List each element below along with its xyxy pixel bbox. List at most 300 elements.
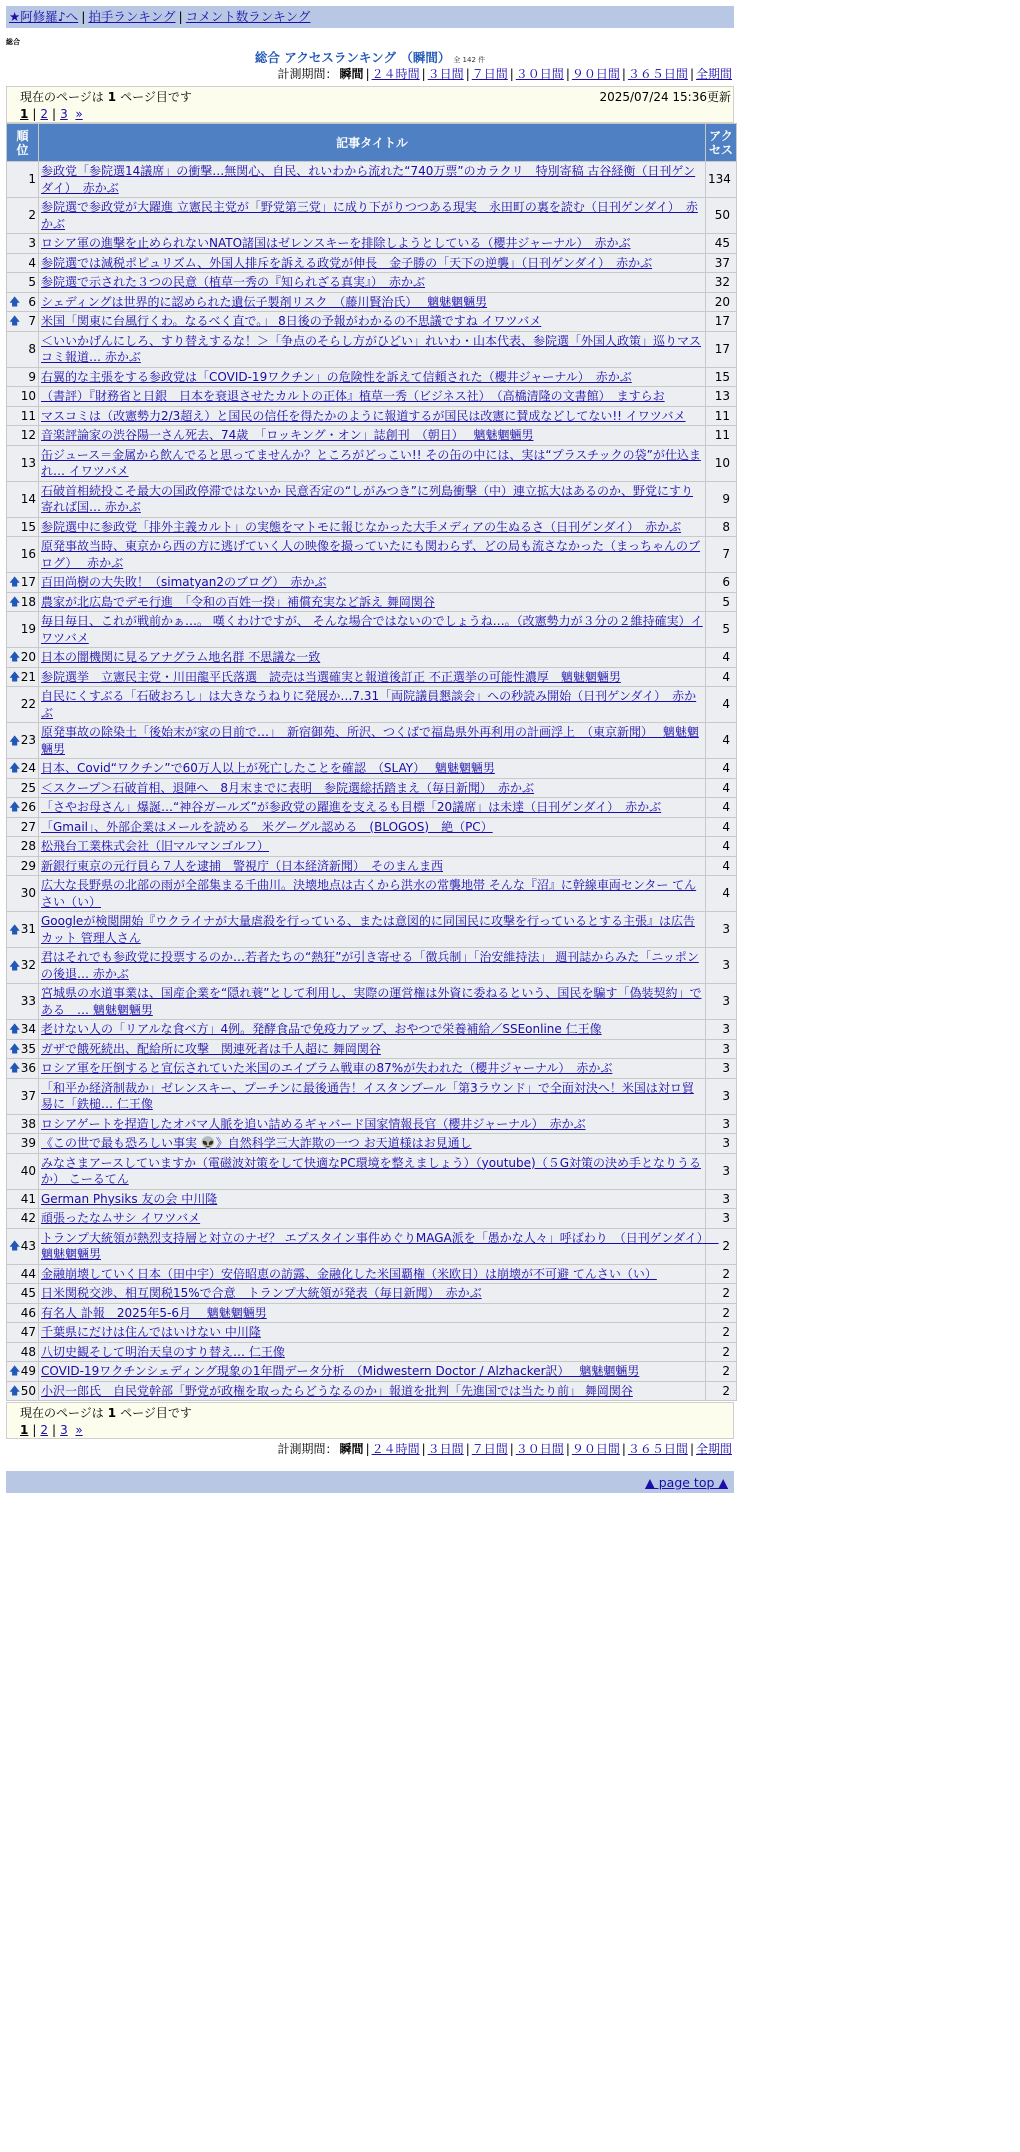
current-page-suffix: ページ目です (120, 90, 192, 104)
access-count: 13 (706, 387, 736, 406)
article-link[interactable]: 参院選では減税ポピュリズム、外国人排斥を訴える政党が伸長 金子勝の「天下の逆襲」（日刊ゲンダイ） 赤かぶ (41, 255, 653, 270)
rank-up-arrow-icon: 🡅 (9, 294, 21, 308)
article-link[interactable]: 参院選で参政党が大躍進 立憲民主党が「野党第三党」に成り下がりつつある現実 永田町の裏を読む（日刊ゲンダイ） 赤かぶ (41, 200, 698, 231)
table-row (7, 1134, 736, 1153)
rank-cell (7, 1362, 38, 1381)
table-row (7, 1040, 736, 1059)
access-count: 3 (706, 912, 736, 947)
title-cell (39, 687, 705, 722)
article-link[interactable]: ロシアゲートを捏造したオバマ人脈を追い詰めるギャバード国家情報長官（櫻井ジャーナル） 赤かぶ (41, 1116, 586, 1131)
page-link-3[interactable]: 3 (60, 107, 68, 121)
page-links (20, 1422, 83, 1438)
rank-cell (7, 1059, 38, 1078)
title-cell (39, 293, 705, 312)
article-link[interactable]: 参院選中に参政党「排外主義カルト」の実態をマトモに報じなかった大手メディアの生ぬるさ（日刊ゲンダイ） 赤かぶ (41, 519, 682, 534)
article-link[interactable]: ロシア軍の進撃を止められないNATO諸国はゼレンスキーを排除しようとしている（櫻井ジャーナル） 赤かぶ (41, 236, 631, 250)
rank-cell (7, 1343, 38, 1362)
rank-number: 38 (20, 1116, 36, 1131)
rank-number: 27 (20, 819, 36, 834)
rank-up-arrow-icon: 🡅 (9, 800, 21, 814)
section-label: 総合 (6, 38, 20, 46)
access-count: 4 (706, 818, 736, 837)
rank-number: 40 (20, 1163, 36, 1178)
title-cell (39, 162, 705, 197)
table-row (7, 837, 736, 856)
access-count: 3 (706, 1079, 736, 1114)
article-link[interactable]: Googleが検閲開始『ウクライナが大量虐殺を行っている、または意図的に同国民に攻撃を行っているとする主張』は広告カット 管理人さん (41, 914, 695, 945)
separator: | (621, 1442, 626, 1456)
rank-number: 29 (20, 858, 36, 873)
article-link[interactable]: 日米関税交渉、相互関税15%で合意 トランプ大統領が発表（毎日新聞） 赤かぶ (41, 1286, 482, 1300)
period-option-link[interactable]: ７日間 (471, 67, 508, 81)
article-link[interactable]: 頑張ったなムサシ イワツバメ (41, 1211, 201, 1225)
table-row (7, 368, 736, 387)
access-count: 6 (706, 573, 736, 592)
separator: | (621, 67, 626, 81)
rank-number: 32 (20, 958, 36, 973)
article-link[interactable]: （書評）『財務省と日銀 日本を衰退させたカルトの正体』植草一秀（ビジネス社） （高橋清隆の文書館） ますらお (41, 389, 665, 403)
period-option-link[interactable]: ９０日間 (571, 67, 620, 81)
table-row (7, 254, 736, 273)
rank-number: 30 (20, 886, 36, 901)
separator: | (365, 67, 370, 81)
title-cell (39, 407, 705, 426)
article-link[interactable]: 自民にくすぶる「石破おろし」は大きなうねりに発展か…7.31「両院議員懇談会」への秒読み開始（日刊ゲンダイ） 赤かぶ (41, 689, 697, 720)
title-cell (39, 857, 705, 876)
table-row (7, 798, 736, 817)
title-cell (39, 759, 705, 778)
rank-up-arrow-icon: 🡅 (9, 733, 21, 747)
rank-number: 9 (28, 369, 36, 384)
period-option-link[interactable]: ９０日間 (571, 1442, 620, 1456)
title-cell (39, 426, 705, 445)
article-link[interactable]: 広大な長野県の北部の雨が全部集まる千曲川。決壊地点は古くから洪水の常襲地帯 そんな『沼』に幹線車両センター てんさい（い） (41, 878, 697, 909)
rank-number: 4 (28, 255, 36, 270)
article-link[interactable]: COVID-19ワクチンシェディング現象の1年間データ分析 （Midwestern Doctor / Alzhacker訳） 魑魅魍魎男 (41, 1364, 640, 1378)
rank-cell (7, 273, 38, 292)
access-count: 2 (706, 1304, 736, 1323)
table-row (7, 1154, 736, 1189)
article-link[interactable]: 新銀行東京の元行員ら７人を逮捕 警視庁（日本経済新聞） そのまんま西 (41, 858, 444, 873)
access-count: 15 (706, 368, 736, 387)
rank-number: 41 (20, 1191, 36, 1206)
article-link[interactable]: 日本、Covid“ワクチン”で60万人以上が死亡したことを確認 （SLAY） 魑魅魍魎男 (41, 761, 495, 775)
table-row (7, 668, 736, 687)
table-row (7, 293, 736, 312)
period-option-link[interactable]: ３日間 (427, 67, 464, 81)
title-cell (39, 1115, 705, 1134)
article-link[interactable]: ＜スクープ＞石破首相、退陣へ 8月末までに表明 参院選総括踏まえ（毎日新聞） 赤かぶ (41, 780, 535, 795)
table-row (7, 723, 736, 758)
table-row (7, 446, 736, 481)
table-row (7, 1079, 736, 1114)
rank-cell (7, 1115, 38, 1134)
title-cell (39, 1323, 705, 1342)
title-cell (39, 1040, 705, 1059)
title-cell (39, 723, 705, 758)
rank-cell (7, 1209, 38, 1228)
table-row (7, 612, 736, 647)
title-cell (39, 779, 705, 798)
rank-number: 22 (20, 697, 36, 712)
article-link[interactable]: トランプ大統領が熱烈支持層と対立のナゼ？ エプスタイン事件めぐりMAGA派を「愚かな人々」呼ばわり （日刊ゲンダイ） 魑魅魍魎男 (41, 1230, 719, 1261)
rank-number: 16 (20, 547, 36, 562)
article-link[interactable]: 缶ジュース＝金属から飲んでると思ってませんか？ところがどっこい!! その缶の中には、実は“プラスチックの袋”が仕込まれ… イワツバメ (41, 447, 701, 478)
article-link[interactable]: 八切史観そして明治天皇のすり替え… 仁王像 (41, 1344, 285, 1359)
separator: | (32, 1423, 37, 1437)
period-option-link[interactable]: ２４時間 (371, 1442, 420, 1456)
page-top-link[interactable]: ▲ page top ▲ (645, 1475, 728, 1490)
article-link[interactable]: マスコミは（改憲勢力2/3超え）と国民の信任を得たかのように報道するが国民は改憲に賛成などしてない!! イワツバメ (41, 408, 686, 423)
article-link[interactable]: 「和平か経済制裁か」ゼレンスキー、プーチンに最後通告！イスタンブール「第3ラウンド」で全面対決へ！米国は対ロ貿易に「鉄槌… 仁王像 (41, 1080, 694, 1111)
title-cell (39, 1265, 705, 1284)
article-link[interactable]: 百田尚樹の大失敗！（simatyan2のブログ） 赤かぶ (41, 575, 327, 589)
rank-number: 15 (20, 519, 36, 534)
rank-up-arrow-icon: 🡅 (9, 922, 21, 936)
rank-cell (7, 668, 38, 687)
separator: | (465, 67, 470, 81)
separator: | (32, 107, 37, 121)
table-row (7, 1323, 736, 1342)
rank-cell (7, 1304, 38, 1323)
rank-cell (7, 518, 38, 537)
rank-up-arrow-icon: 🡅 (9, 761, 21, 775)
table-row (7, 387, 736, 406)
title-cell (39, 1154, 705, 1189)
table-row (7, 234, 736, 253)
period-option-link[interactable]: ３６５日間 (627, 67, 688, 81)
access-count: 11 (706, 407, 736, 426)
next-page-link[interactable]: » (75, 1423, 83, 1437)
article-link[interactable]: ガザで餓死続出、配給所に攻撃 関連死者は千人超に 舞岡関谷 (41, 1041, 381, 1056)
rank-cell (7, 1284, 38, 1303)
access-count: 2 (706, 1284, 736, 1303)
rank-number: 34 (20, 1022, 36, 1036)
article-link[interactable]: 宮城県の水道事業は、国産企業を“隠れ蓑”として利用し、実際の運営権は外資に委ねるという、国民を騙す「偽装契約」である … 魑魅魍魎男 (41, 986, 702, 1017)
rank-cell (7, 198, 38, 233)
separator: | (509, 1442, 514, 1456)
current-page-text (20, 89, 192, 105)
table-row (7, 426, 736, 445)
article-link[interactable]: 参院選挙 立憲民主党・川田龍平氏落選 読売は当選確実と報道後訂正 不正選挙の可能性濃厚 魑魅魍魎男 (41, 669, 621, 684)
article-link[interactable]: ＜いいかげんにしろ、すり替えするな！＞「争点のそらし方がひどい」れいわ・山本代表、参院選「外国人政策」巡りマスコミ報道… 赤かぶ (41, 333, 702, 364)
table-row (7, 1304, 736, 1323)
rank-number: 6 (28, 294, 36, 309)
rank-cell (7, 798, 38, 817)
current-page-prefix: 現在のページは (20, 1406, 104, 1420)
table-row (7, 537, 736, 572)
separator: | (365, 1442, 370, 1456)
rank-number: 48 (20, 1344, 36, 1359)
article-link[interactable]: ロシア軍を圧倒すると宣伝されていた米国のエイブラム戦車の87%が失われた（櫻井ジャーナル） 赤かぶ (41, 1061, 613, 1075)
separator: | (565, 67, 570, 81)
article-link[interactable]: 「さやお母さん」爆誕…“神谷ガールズ”が参政党の躍進を支えるも目標「20議席」は未達（日刊ゲンダイ） 赤かぶ (41, 800, 662, 814)
access-count: 3 (706, 984, 736, 1019)
current-page-prefix: 現在のページは (20, 90, 104, 104)
rank-number: 42 (20, 1211, 36, 1225)
rank-cell (7, 446, 38, 481)
table-row (7, 779, 736, 798)
access-count: 3 (706, 1154, 736, 1189)
rank-cell (7, 593, 38, 612)
article-link[interactable]: 小沢一郎氏 自民党幹部「野党が政権を取ったらどうなるのか」報道を批判「先進国では当たり前」 舞岡関谷 (41, 1383, 633, 1398)
rank-number: 11 (20, 408, 36, 423)
home-link[interactable]: ★阿修羅♪へ (9, 9, 79, 24)
page-link-1[interactable]: 1 (20, 107, 29, 121)
title-cell (39, 593, 705, 612)
title-cell (39, 1059, 705, 1078)
rank-cell (7, 723, 38, 758)
rank-cell (7, 332, 38, 367)
article-link[interactable]: 石破首相続投こそ最大の国政停滞ではないか 民意否定の“しがみつき”に列島衝撃（中）連立拡大はあるのか、野党にすり寄れば国… 赤かぶ (41, 483, 694, 514)
rank-cell (7, 876, 38, 911)
access-count: 17 (706, 312, 736, 331)
current-page-number: 1 (107, 90, 117, 104)
rank-cell (7, 162, 38, 197)
access-header: アクセス (706, 124, 736, 161)
access-count: 10 (706, 446, 736, 481)
rank-number: 26 (20, 800, 36, 814)
title-cell (39, 273, 705, 292)
separator: | (81, 9, 86, 24)
rank-cell (7, 1265, 38, 1284)
rank-number: 1 (28, 172, 36, 187)
separator: | (509, 67, 514, 81)
table-row (7, 1115, 736, 1134)
access-count: 8 (706, 518, 736, 537)
period-option-link[interactable]: 全期間 (695, 67, 732, 81)
table-row (7, 912, 736, 947)
separator: | (52, 1423, 57, 1437)
rank-cell (7, 1134, 38, 1153)
title-cell (39, 1190, 705, 1209)
rank-number: 31 (20, 922, 36, 937)
period-option-link[interactable]: 全期間 (695, 1442, 732, 1456)
pager-box-top (6, 86, 734, 123)
rank-number: 14 (20, 491, 36, 506)
table-row (7, 162, 736, 197)
article-link[interactable]: 原発事故の除染土「後始末が家の目前で…」 新宿御苑、所沢、つくばで福島県外再利用の計画浮上 （東京新聞） 魑魅魍魎男 (41, 725, 699, 756)
rank-number: 17 (20, 575, 36, 589)
access-count: 3 (706, 1115, 736, 1134)
title-cell (39, 612, 705, 647)
separator: | (689, 67, 694, 81)
period-option-link[interactable]: ３０日間 (515, 1442, 564, 1456)
rank-number: 46 (20, 1305, 36, 1320)
period-option-link[interactable]: ３日間 (427, 1442, 464, 1456)
rank-cell (7, 687, 38, 722)
access-count: 2 (706, 1229, 736, 1264)
period-selector (0, 66, 734, 82)
table-row (7, 984, 736, 1019)
separator: | (52, 107, 57, 121)
title-cell (39, 446, 705, 481)
rank-cell (7, 573, 38, 592)
title-cell (39, 1134, 705, 1153)
table-row (7, 857, 736, 876)
access-count: 2 (706, 1343, 736, 1362)
rank-number: 12 (20, 428, 36, 442)
article-link[interactable]: 《この世で最も恐ろしい事実 👽》自然科学三大詐欺の一つ お天道様はお見通し (41, 1136, 472, 1150)
separator: | (465, 1442, 470, 1456)
title-cell (39, 198, 705, 233)
rank-number: 8 (28, 341, 36, 356)
access-count: 9 (706, 482, 736, 517)
period-option-link[interactable]: ２４時間 (371, 67, 420, 81)
article-link[interactable]: 毎日毎日、これが戦前かぁ…。 嘆くわけですが、 そんな場合ではないのでしょうね…。（改憲勢力が３分の２維持確実）イワツバメ (41, 614, 703, 645)
clap-ranking-link[interactable]: 拍手ランキング (88, 9, 176, 24)
access-count: 20 (706, 293, 736, 312)
table-row (7, 1343, 736, 1362)
period-option-link[interactable]: ３６５日間 (627, 1442, 688, 1456)
rank-up-arrow-icon: 🡅 (9, 1383, 21, 1397)
rank-number: 39 (20, 1136, 36, 1150)
article-link[interactable]: 日本の闇機関に見るアナグラム地名群 不思議な一致 (41, 650, 321, 664)
comment-ranking-link[interactable]: コメント数ランキング (185, 9, 311, 24)
period-option-link[interactable]: ７日間 (471, 1442, 508, 1456)
rank-cell (7, 818, 38, 837)
page-link-2[interactable]: 2 (40, 107, 49, 121)
table-row (7, 312, 736, 331)
article-link[interactable]: 参院選で示された３つの民意（植草一秀の『知られざる真実』） 赤かぶ (41, 275, 426, 289)
ranking-title-row (0, 50, 740, 66)
page-link-3[interactable]: 3 (60, 1423, 68, 1437)
separator: | (178, 9, 183, 24)
rank-up-arrow-icon: 🡅 (9, 1239, 21, 1252)
rank-cell (7, 482, 38, 517)
period-selector-bottom (0, 1441, 734, 1457)
title-cell (39, 984, 705, 1019)
access-count: 4 (706, 723, 736, 758)
rank-number: 28 (20, 839, 36, 853)
article-link[interactable]: 右翼的な主張をする参政党は「COVID-19ワクチン」の危険性を訴えて信頼された（櫻井ジャーナル） 赤かぶ (41, 369, 632, 384)
access-count: 4 (706, 648, 736, 667)
access-count: 3 (706, 1190, 736, 1209)
rank-cell (7, 537, 38, 572)
table-row (7, 1382, 736, 1401)
title-cell (39, 387, 705, 406)
access-count: 4 (706, 759, 736, 778)
table-row (7, 332, 736, 367)
rank-cell (7, 984, 38, 1019)
rank-number: 10 (20, 389, 36, 403)
separator: | (421, 67, 426, 81)
article-link[interactable]: 金融崩壊していく日本（田中宇）安倍昭恵の訪露、金融化した米国覇権（米欧日）は崩壊が不可避 てんさい（い） (41, 1266, 657, 1281)
access-count: 2 (706, 1382, 736, 1401)
article-link[interactable]: 米国「関東に台風行くわ。なるべく直で。」 8日後の予報がわかるの不思議ですね イワツバメ (41, 314, 542, 328)
title-cell (39, 912, 705, 947)
title-cell (39, 312, 705, 331)
article-link[interactable]: 千葉県にだけは住んではいけない 中川隆 (41, 1325, 261, 1339)
article-link[interactable]: 農家が北広島でデモ行進 「令和の百姓一揆」補償充実など訴え 舞岡関谷 (41, 594, 435, 609)
rank-number: 25 (20, 780, 36, 795)
rank-up-arrow-icon: 🡅 (9, 1061, 21, 1075)
table-row (7, 948, 736, 983)
rank-number: 44 (20, 1266, 36, 1281)
title-cell (39, 537, 705, 572)
table-row (7, 1059, 736, 1078)
rank-cell (7, 837, 38, 856)
top-nav-bar (6, 6, 734, 28)
table-row (7, 573, 736, 592)
rank-number: 21 (20, 669, 36, 684)
title-cell (39, 837, 705, 856)
period-current: 瞬間 (339, 1442, 364, 1456)
access-count: 11 (706, 426, 736, 445)
table-row (7, 1209, 736, 1228)
rank-up-arrow-icon: 🡅 (9, 575, 21, 589)
period-option-link[interactable]: ３０日間 (515, 67, 564, 81)
top-nav-links (9, 9, 310, 25)
rank-number: 7 (28, 314, 36, 328)
article-link[interactable]: みなさまアースしていますか（電磁波対策をして快適なPC環境を整えましょう）（youtube)（５G対策の決め手となりうるか） こーるてん (41, 1155, 701, 1186)
title-cell (39, 648, 705, 667)
table-row (7, 1362, 736, 1381)
title-cell (39, 668, 705, 687)
article-link[interactable]: 音楽評論家の渋谷陽一さん死去、74歳 「ロッキング・オン」誌創刊 （朝日） 魑魅魍魎男 (41, 428, 534, 442)
article-link[interactable]: 参政党「参院選14議席」の衝撃…無関心、自民、れいわから流れた“740万票”のカラクリ 特別寄稿 古谷経衡（日刊ゲンダイ） 赤かぶ (41, 164, 696, 195)
rank-number: 5 (28, 275, 36, 289)
current-page-text (20, 1405, 192, 1421)
access-count: 4 (706, 837, 736, 856)
table-row (7, 1229, 736, 1264)
separator: | (689, 1442, 694, 1456)
separator: | (421, 1442, 426, 1456)
article-link[interactable]: シェディングは世界的に認められた遺伝子製剤リスク （藤川賢治氏） 魑魅魍魎男 (41, 294, 488, 309)
next-page-link[interactable]: » (75, 107, 83, 121)
rank-number: 3 (28, 236, 36, 250)
rank-cell (7, 1079, 38, 1114)
article-link[interactable]: 「Gmail」、外部企業はメールを読める 米グーグル認める (BLOGOS) 絶（PC） (41, 819, 493, 834)
access-count: 3 (706, 1059, 736, 1078)
access-count: 50 (706, 198, 736, 233)
total-count: 全 142 件 (453, 56, 486, 64)
rank-cell (7, 648, 38, 667)
page-link-2[interactable]: 2 (40, 1423, 49, 1437)
article-link[interactable]: 有名人 訃報 2025年5-6月 魑魅魍魎男 (41, 1305, 267, 1320)
title-cell (39, 1284, 705, 1303)
table-row (7, 1190, 736, 1209)
rank-cell (7, 1190, 38, 1209)
current-page-number: 1 (107, 1406, 117, 1420)
access-count: 7 (706, 537, 736, 572)
rank-number: 33 (20, 994, 36, 1009)
article-link[interactable]: 松飛台工業株式会社（旧マルマンゴルフ） (41, 839, 270, 853)
access-count: 3 (706, 1020, 736, 1039)
article-link[interactable]: 原発事故当時、東京から西の方に逃げていく人の映像を撮っていたにも関わらず、どの局も流さなかった（まっちゃんのブログ） 赤かぶ (41, 539, 701, 570)
page-link-1[interactable]: 1 (20, 1423, 29, 1437)
access-count: 2 (706, 1265, 736, 1284)
title-cell (39, 573, 705, 592)
rank-up-arrow-icon: 🡅 (9, 669, 21, 683)
access-count: 3 (706, 1209, 736, 1228)
article-link[interactable]: German Physiks 友の会 中川隆 (41, 1191, 218, 1206)
access-count: 3 (706, 1040, 736, 1059)
table-row (7, 876, 736, 911)
article-link[interactable]: 君はそれでも参政党に投票するのか…若者たちの“熱狂”が引き寄せる「徴兵制」「治安維持法」 週刊誌からみた「ニッポンの後退… 赤かぶ (41, 950, 699, 981)
table-row (7, 1020, 736, 1039)
rank-cell (7, 912, 38, 947)
rank-cell (7, 387, 38, 406)
rank-up-arrow-icon: 🡅 (9, 594, 21, 608)
access-count: 17 (706, 332, 736, 367)
title-cell (39, 482, 705, 517)
rank-number: 18 (20, 594, 36, 609)
rank-up-arrow-icon: 🡅 (9, 314, 21, 328)
rank-cell (7, 612, 38, 647)
article-link[interactable]: 老けない人の「リアルな食べ方」4例。発酵食品で免疫力アップ、おやつで栄養補給／SSEonline 仁王像 (41, 1022, 602, 1036)
rank-cell (7, 948, 38, 983)
